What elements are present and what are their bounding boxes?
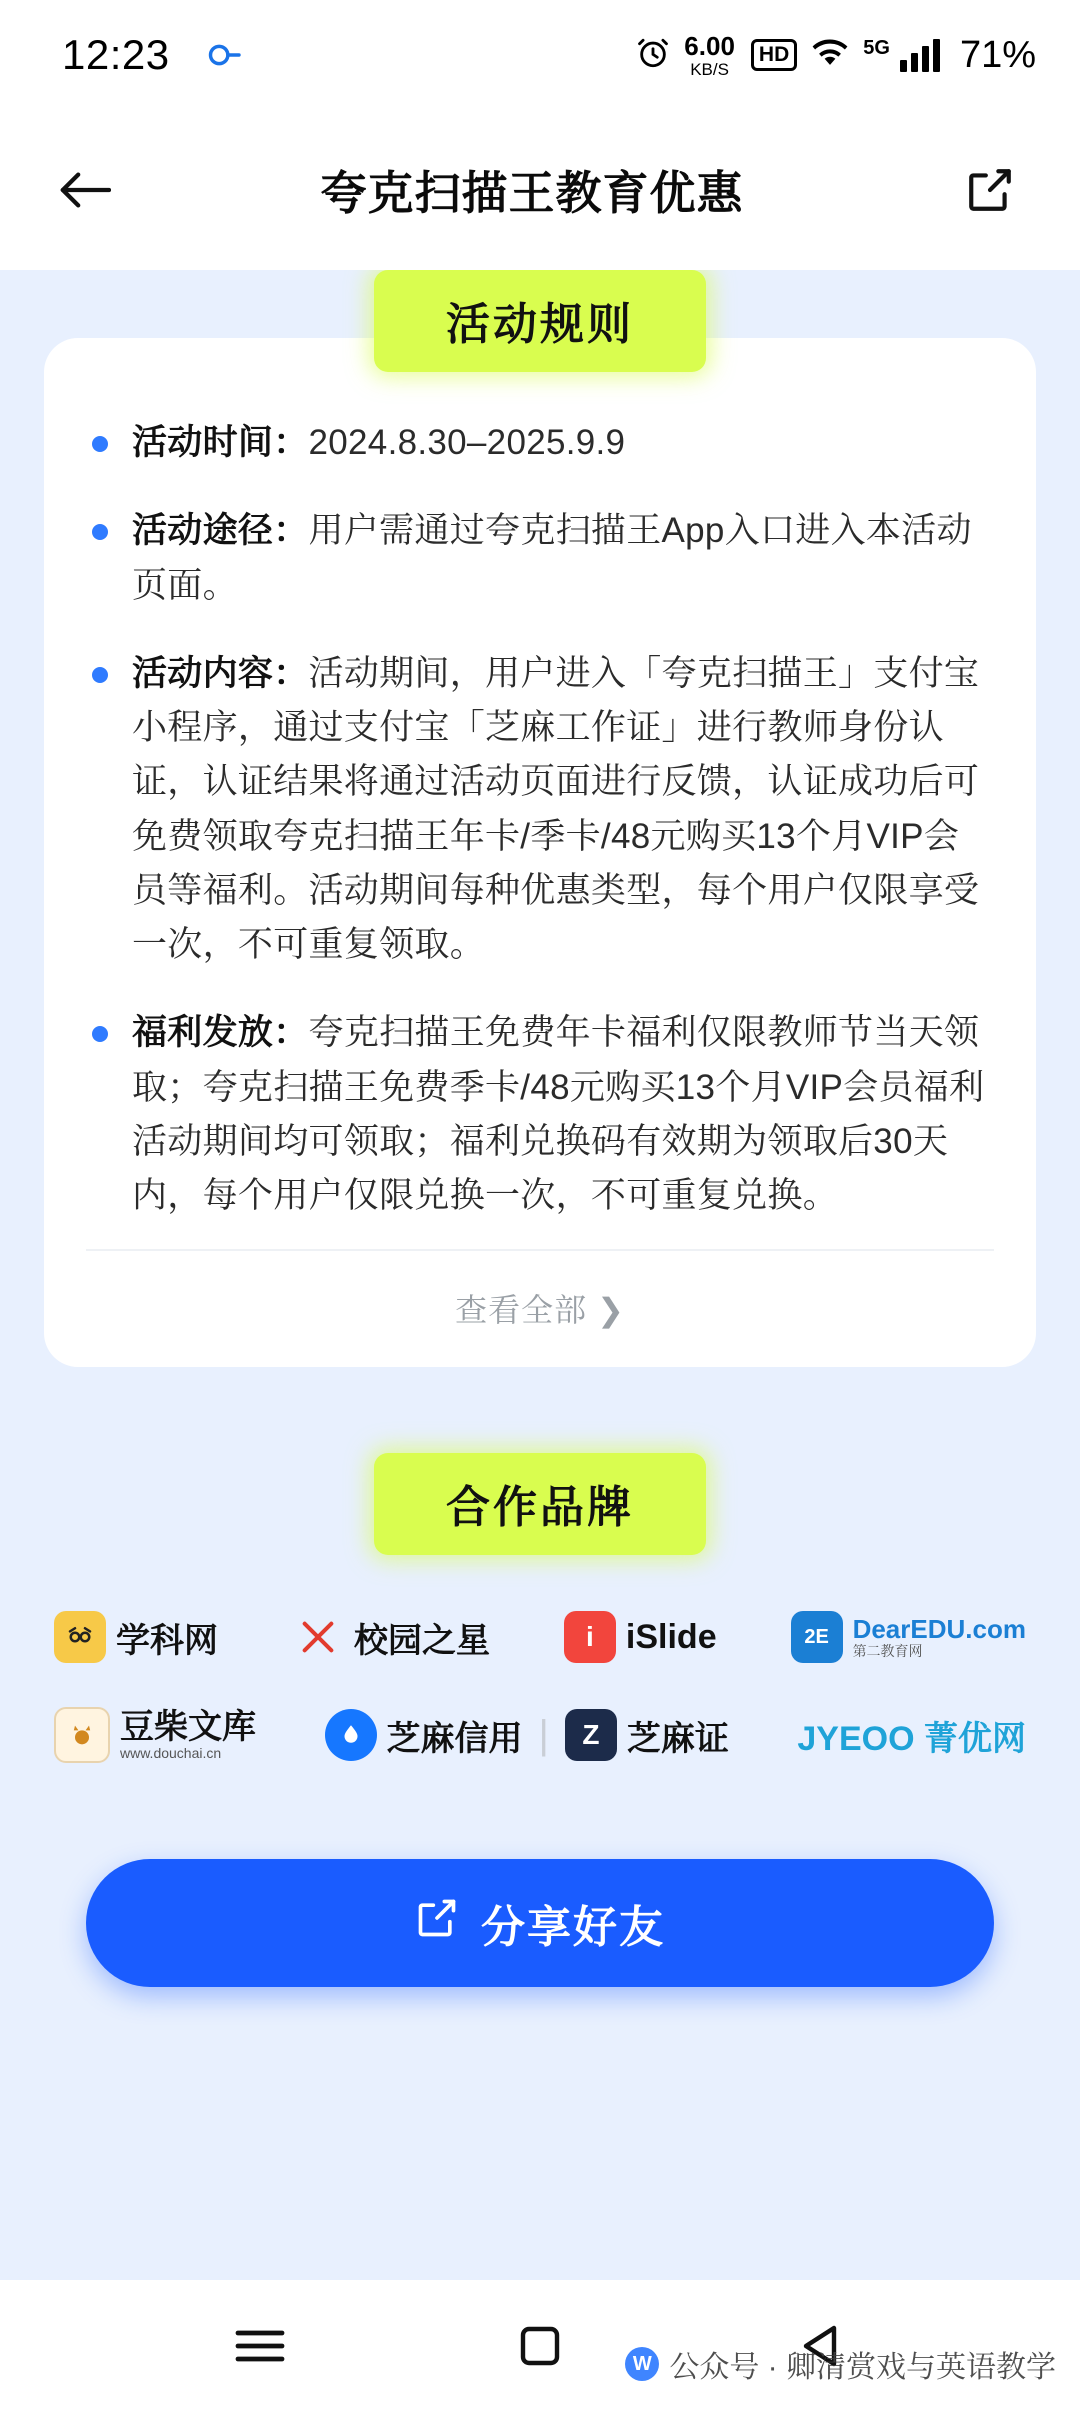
rule-label: 活动时间： bbox=[132, 423, 309, 462]
zhima-credit-icon bbox=[325, 1709, 377, 1761]
partners-section-title: 合作品牌 bbox=[374, 1453, 706, 1555]
app-bar bbox=[0, 110, 1080, 270]
dog-icon bbox=[54, 1707, 110, 1763]
x-star-icon bbox=[292, 1611, 344, 1663]
bullet-dot-icon bbox=[92, 524, 108, 540]
recents-menu-icon[interactable] bbox=[215, 2301, 305, 2391]
system-nav-bar bbox=[0, 2280, 1080, 2412]
rules-list bbox=[86, 416, 994, 1223]
page-title: 夸克扫描王教育优惠 bbox=[320, 167, 744, 219]
bullet-dot-icon bbox=[92, 1026, 108, 1042]
list-item bbox=[86, 647, 994, 973]
partner-row bbox=[40, 1611, 1040, 1663]
partner-douchai[interactable] bbox=[54, 1707, 256, 1763]
list-item bbox=[86, 1006, 994, 1223]
wechat-logo-icon: W bbox=[625, 2347, 659, 2381]
network-type-label: 5G bbox=[863, 36, 890, 59]
islide-icon: i bbox=[564, 1611, 616, 1663]
rule-label: 活动途径： bbox=[132, 511, 309, 551]
bullet-dot-icon bbox=[92, 667, 108, 683]
rule-label: 福利发放： bbox=[132, 1013, 309, 1053]
status-bar-left bbox=[62, 31, 238, 79]
home-square-icon[interactable] bbox=[495, 2301, 585, 2391]
partner-xiaoyuanzhixing[interactable] bbox=[292, 1611, 490, 1663]
rules-title-wrap bbox=[0, 270, 1080, 372]
rules-card bbox=[44, 338, 1036, 1367]
wifi-icon bbox=[811, 38, 849, 73]
share-button-wrap bbox=[86, 1859, 994, 1987]
rule-label: 活动内容： bbox=[132, 653, 309, 693]
status-bar bbox=[0, 0, 1080, 110]
rules-section-title: 活动规则 bbox=[374, 270, 706, 372]
partner-name: 芝麻证 bbox=[626, 1719, 729, 1758]
network-speed-value: 6.00 bbox=[684, 30, 735, 61]
partner-brands bbox=[40, 1611, 1040, 1763]
page-content bbox=[0, 270, 1080, 2280]
alarm-icon bbox=[636, 36, 670, 75]
rule-text: 活动期间，用户进入「夸克扫描王」支付宝小程序，通过支付宝「芝麻工作证」进行教师身份认证，认证结果将通过活动页面进行反馈，认证成功后可免费领取夸克扫描王年卡/季卡/48元购买13个月VIP会员等福利。活动期间每种优惠类型，每个用户仅限享受一次，不可重复领取。 bbox=[132, 653, 980, 964]
share-external-icon[interactable] bbox=[954, 154, 1026, 226]
partner-name: iSlide bbox=[625, 1617, 717, 1656]
search-icon[interactable] bbox=[199, 32, 244, 77]
share-button-label: 分享好友 bbox=[481, 1903, 665, 1953]
list-item bbox=[86, 504, 994, 613]
partner-islide[interactable] bbox=[564, 1611, 717, 1663]
watermark bbox=[625, 2342, 1056, 2386]
rule-text: 2024.8.30–2025.9.9 bbox=[308, 423, 626, 462]
dearedu-icon: 2E bbox=[791, 1611, 843, 1663]
owl-icon bbox=[54, 1611, 106, 1663]
partner-jyeoo[interactable] bbox=[797, 1711, 1026, 1760]
partner-zhima-credit[interactable] bbox=[325, 1709, 729, 1761]
partner-name: 芝麻信用 bbox=[386, 1719, 523, 1758]
network-speed bbox=[684, 30, 735, 79]
chevron-right-icon: ❯ bbox=[597, 1292, 625, 1329]
partner-name: JYEOO 菁优网 bbox=[797, 1719, 1026, 1758]
status-clock: 12:23 bbox=[62, 31, 170, 78]
partner-xuekewang[interactable] bbox=[54, 1611, 218, 1663]
partner-subtitle: www.douchai.cn bbox=[120, 1744, 222, 1761]
zhima-cert-icon: Z bbox=[565, 1709, 617, 1761]
partners-title-wrap bbox=[0, 1453, 1080, 1555]
partner-dearedu[interactable] bbox=[791, 1611, 1026, 1663]
see-all-label: 查看全部 bbox=[455, 1292, 588, 1329]
partner-name: 校园之星 bbox=[353, 1621, 490, 1660]
divider: | bbox=[538, 1712, 549, 1757]
share-button[interactable] bbox=[86, 1859, 994, 1987]
share-external-icon bbox=[415, 1896, 459, 1951]
signal-bars-icon bbox=[900, 38, 940, 72]
bullet-dot-icon bbox=[92, 436, 108, 452]
partner-name: DearEDU.com bbox=[852, 1614, 1026, 1645]
rule-text: 用户需通过夸克扫描王App入口进入本活动页面。 bbox=[132, 511, 972, 605]
list-item bbox=[86, 416, 994, 470]
battery-percent: 71% bbox=[959, 33, 1036, 76]
status-bar-right bbox=[636, 30, 1036, 79]
see-all-button[interactable] bbox=[86, 1249, 994, 1367]
watermark-text: 公众号 · 卿清赏戏与英语教学 bbox=[669, 2351, 1056, 2384]
partner-name: 学科网 bbox=[116, 1621, 218, 1660]
rule-text: 夸克扫描王免费年卡福利仅限教师节当天领取；夸克扫描王免费季卡/48元购买13个月VIP会员福利活动期间均可领取；福利兑换码有效期为领取后30天内，每个用户仅限兑换一次，不可重复兑换。 bbox=[132, 1013, 985, 1215]
network-speed-unit: KB/S bbox=[690, 59, 729, 79]
partner-row bbox=[40, 1707, 1040, 1763]
hd-badge: HD bbox=[751, 39, 797, 71]
partner-subtitle: 第二教育网 bbox=[852, 1642, 923, 1659]
partner-name: 豆柴文库 bbox=[120, 1708, 256, 1747]
